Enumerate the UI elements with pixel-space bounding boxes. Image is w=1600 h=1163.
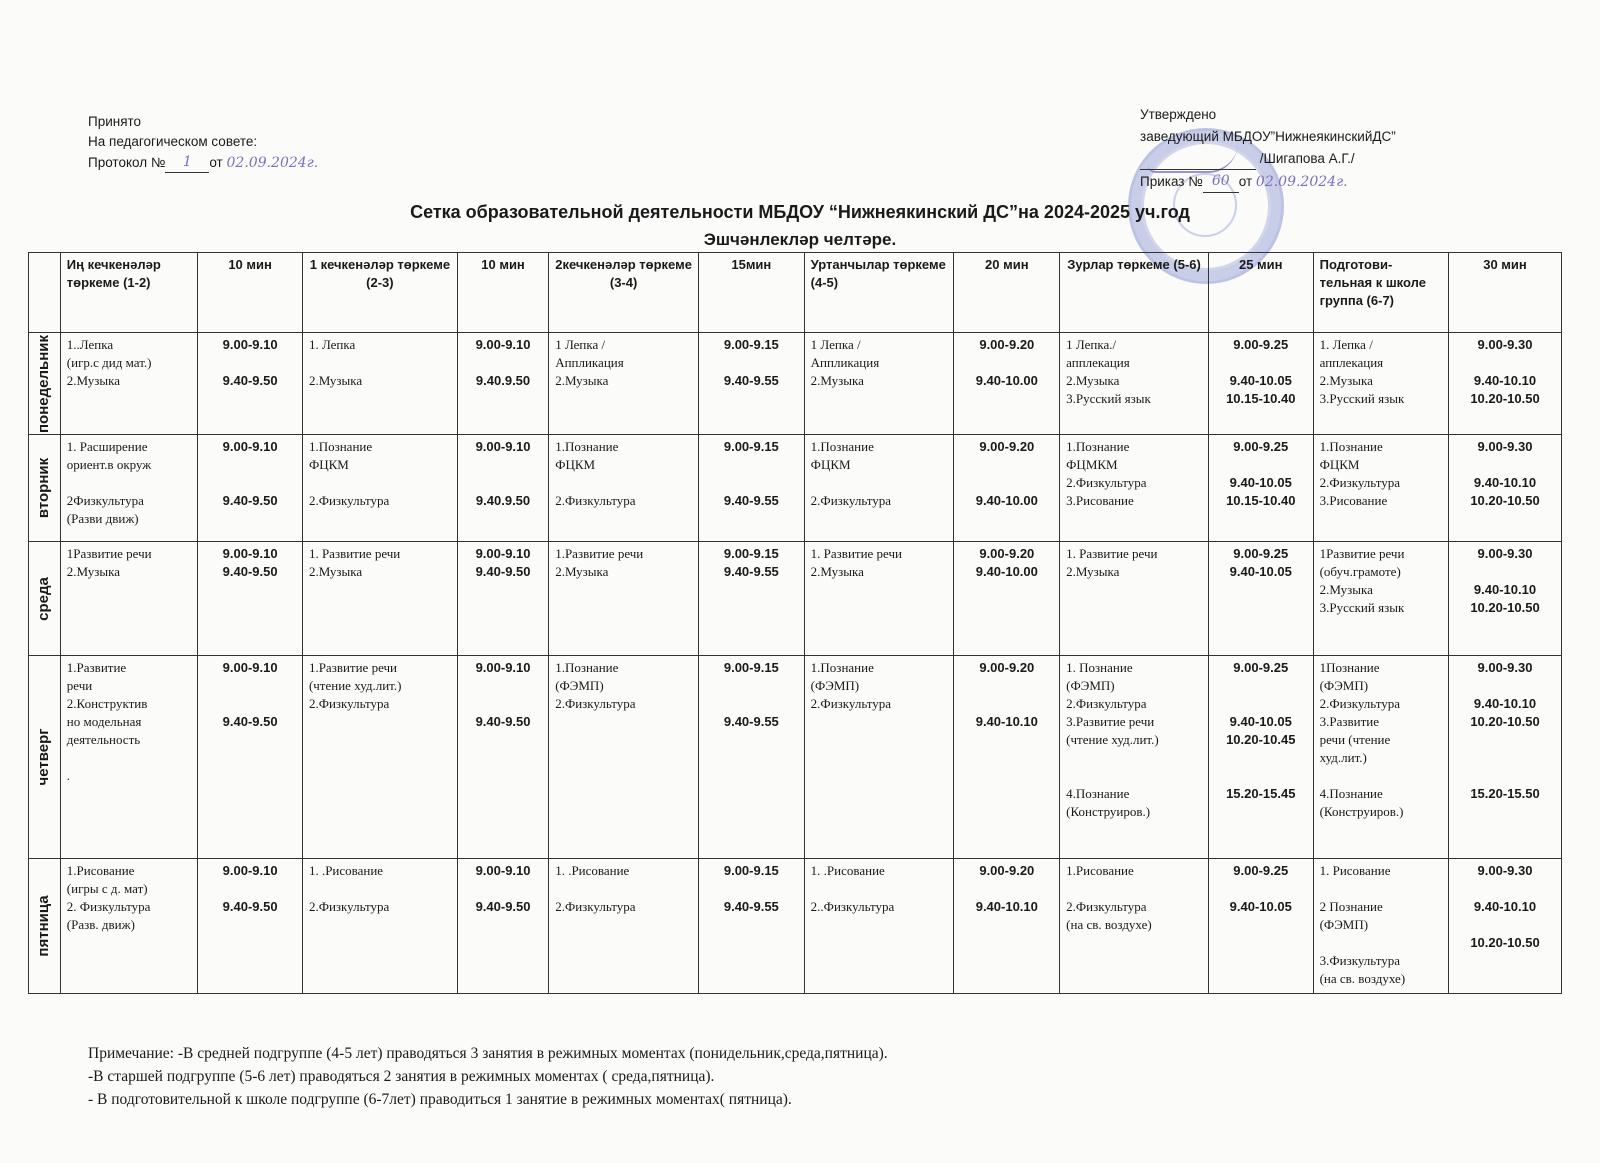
group-name: Подготови-тельная к школе группа (6-7) [1319,257,1426,308]
day-row [29,859,1562,994]
time-list: 9.00-9.10 9.40-9.50 [222,337,278,388]
time-list: 9.00-9.30 9.40-10.10 10.20-10.50 [1470,546,1540,615]
lesson-list: 1.Познание ФЦКМ 2.Физкультура 3.Рисование [1319,439,1400,508]
group-name: Иң кечкенәләр төркеме (1-2) [66,257,161,290]
protocol-line [88,152,318,173]
time-list: 9.00-9.10 9.40.9.50 [475,337,531,388]
lesson-list: 1.Развитие речи 2.Конструктив но модельная деятельность . [66,660,148,783]
lesson-cell [60,333,197,435]
protocol-from-label: от [209,155,223,170]
lesson-cell [549,542,699,656]
lesson-list: 1Развитие речи 2.Музыка [66,546,152,579]
lesson-list: 1.Рисование 2.Физкультура (на св. воздухе) [1066,863,1152,932]
col-header-duration [1449,253,1562,333]
time-list: 9.00-9.15 9.40-9.55 [723,337,779,388]
lesson-cell [804,859,954,994]
lesson-cell [549,435,699,542]
lesson-list: 1.Познание ФЦКМ 2.Физкультура [555,439,636,508]
col-header-duration [954,253,1060,333]
time-list: 9.00-9.20 9.40-10.10 [975,660,1038,729]
time-cell [457,859,548,994]
corner-cell [29,253,61,333]
duration-label: 20 мин [985,257,1029,272]
lesson-list: 1.Развитие речи 2.Музыка [555,546,644,579]
lesson-cell [302,542,457,656]
lesson-cell [1313,435,1448,542]
time-cell [457,542,548,656]
day-cell [29,333,61,435]
time-cell [457,435,548,542]
lesson-list: 1. Развитие речи 2.Музыка [308,546,401,579]
lesson-list: 1. Познание (ФЭМП) 2.Физкультура 3.Развитие речи (чтение худ.лит.) 4.Познание (Конструиров.) [1066,660,1159,819]
time-list: 9.00-9.15 9.40-9.55 [723,863,779,914]
lesson-list: 1Познание (ФЭМП) 2.Физкультура 3.Развитие речи (чтение худ.лит.) 4.Познание (Конструиров.) [1319,660,1404,819]
time-list: 9.00-9.10 9.40-9.50 [475,660,531,729]
time-cell [1449,542,1562,656]
col-header-group [1313,253,1448,333]
lesson-cell [1313,859,1448,994]
day-cell [29,435,61,542]
lesson-cell [60,859,197,994]
day-row [29,333,1562,435]
time-list: 9.00-9.20 9.40-10.10 [975,863,1038,914]
time-list: 9.00-9.10 9.40-9.50 [222,439,278,508]
lesson-cell [804,333,954,435]
lesson-list: 1.Развитие речи (чтение худ.лит.) 2.Физкультура [308,660,402,711]
lesson-cell [302,435,457,542]
lesson-cell [804,656,954,859]
duration-label: 10 мин [481,257,525,272]
duration-label: 10 мин [228,257,272,272]
lesson-list: 1. .Рисование 2..Физкультура [810,863,895,914]
footnote-block [88,1042,888,1111]
day-label: четверг [35,728,53,786]
time-cell [1208,435,1313,542]
lesson-cell [549,656,699,859]
document-subtitle: Эшчәнлекләр челтәре. [703,230,897,249]
col-header-duration [698,253,804,333]
lesson-cell [804,542,954,656]
time-cell [198,542,303,656]
header-approved [1140,104,1396,193]
schedule-table [28,252,1562,994]
protocol-date: 02.09.2024г. [226,155,319,171]
lesson-list: 1..Лепка (игр.с дид мат.) 2.Музыка [66,337,152,388]
group-name: 2кечкенәләр төркеме (3-4) [555,257,692,290]
time-list: 9.00-9.20 9.40-10.00 [975,337,1038,388]
time-cell [954,333,1060,435]
time-list: 9.00-9.25 9.40-10.05 10.20-10.45 15.20-15.45 [1226,660,1296,801]
lesson-cell [302,656,457,859]
lesson-list: 1. Рисование 2 Познание (ФЭМП) 3.Физкультура (на св. воздухе) [1319,863,1406,986]
time-list: 9.00-9.15 9.40-9.55 [723,660,779,729]
time-cell [457,656,548,859]
pedagogical-council-label: На педагогическом совете: [88,134,258,149]
lesson-cell [1313,333,1448,435]
time-list: 9.00-9.10 9.40.9.50 [475,439,531,508]
time-cell [1449,333,1562,435]
duration-label: 25 мин [1238,257,1283,272]
lesson-cell [302,859,457,994]
time-cell [198,333,303,435]
footnote-line: Примечание: -В средней подгруппе (4-5 лет) праводяться 3 занятия в режимных моментах (понидельник,среда,пятница). [88,1045,888,1062]
time-cell [1449,656,1562,859]
lesson-list: 1.Познание ФЦМКМ 2.Физкультура 3.Рисование [1066,439,1147,508]
order-line [1140,170,1396,193]
col-header-duration [198,253,303,333]
col-header-group [804,253,954,333]
signature-line [1140,148,1396,170]
lesson-list: 1. .Рисование 2.Физкультура [308,863,390,914]
time-list: 9.00-9.10 9.40-9.50 [222,863,278,914]
time-cell [698,435,804,542]
lesson-list: 1 Лепка./ апплекация 2.Музыка 3.Русский язык [1066,337,1151,406]
order-date: 02.09.2024г. [1255,174,1348,190]
col-header-group [60,253,197,333]
lesson-cell [60,435,197,542]
lesson-list: 1. Лепка / апплекация 2.Музыка 3.Русский язык [1319,337,1405,406]
time-cell [954,859,1060,994]
group-name: Зурлар төркеме (5-6) [1067,257,1201,272]
time-cell [698,542,804,656]
lesson-cell [1313,542,1448,656]
time-list: 9.00-9.25 9.40-10.05 10.15-10.40 [1226,337,1296,406]
day-row [29,435,1562,542]
group-name: Уртанчылар төркеме (4-5) [810,257,946,290]
approved-label: Утверждено [1140,107,1217,122]
accepted-label: Принято [88,114,142,129]
time-list: 9.00-9.10 9.40-9.50 [475,546,531,579]
time-cell [198,656,303,859]
lesson-cell [1313,656,1448,859]
lesson-cell [1060,333,1209,435]
day-row [29,542,1562,656]
duration-label: 30 мин [1483,257,1527,272]
lesson-list: 1. Развитие речи 2.Музыка [810,546,903,579]
time-cell [1208,656,1313,859]
time-list: 9.00-9.10 9.40-9.50 [475,863,531,914]
lesson-list: 1 Лепка / Аппликация 2.Музыка [810,337,880,388]
col-header-group [549,253,699,333]
time-list: 9.00-9.20 9.40-10.00 [975,546,1038,579]
day-label: пятница [35,895,53,957]
order-number: 60 [1203,170,1239,193]
lesson-list: 1.Познание (ФЭМП) 2.Физкультура [555,660,636,711]
day-cell [29,542,61,656]
lesson-cell [1060,542,1209,656]
day-cell [29,656,61,859]
time-list: 9.00-9.30 9.40-10.10 10.20-10.50 [1470,337,1540,406]
day-row [29,656,1562,859]
lesson-cell [302,333,457,435]
lesson-cell [60,656,197,859]
time-cell [198,859,303,994]
lesson-list: 1. .Рисование 2.Физкультура [555,863,636,914]
day-cell [29,859,61,994]
time-cell [954,656,1060,859]
day-label: среда [35,576,53,621]
footnote-line: -В старшей подгруппе (5-6 лет) праводяться 2 занятия в режимных моментах ( среда,пятница). [88,1068,715,1085]
order-from-label: от [1238,174,1253,189]
time-list: 9.00-9.25 9.40-10.05 [1229,546,1292,579]
time-list: 9.00-9.15 9.40-9.55 [723,439,779,508]
col-header-group [302,253,457,333]
day-label: вторник [35,457,53,519]
lesson-cell [1060,859,1209,994]
time-cell [1208,859,1313,994]
time-list: 9.00-9.10 9.40-9.50 [222,546,278,579]
lesson-list: 1.Познание ФЦКМ 2.Физкультура [308,439,390,508]
lesson-list: 1.Рисование (игры с д. мат) 2. Физкультура (Разв. движ) [66,863,151,932]
header-accepted [88,112,318,173]
protocol-number: 1 [165,152,209,173]
lesson-list: 1.Познание (ФЭМП) 2.Физкультура [810,660,892,711]
time-list: 9.00-9.15 9.40-9.55 [723,546,779,579]
col-header-group [1060,253,1209,333]
protocol-label: Протокол № [88,155,166,170]
lesson-cell [1060,435,1209,542]
lesson-cell [60,542,197,656]
lesson-list: 1. Развитие речи 2.Музыка [1066,546,1158,579]
time-cell [954,542,1060,656]
document-title: Сетка образовательной деятельности МБДОУ “Нижнеякинский ДС”на 2024-2025 уч.год [410,202,1190,222]
order-label: Приказ № [1140,174,1203,189]
head-of-school-label: заведующий МБДОУ”НижнеякинскийДС” [1140,129,1396,144]
time-cell [198,435,303,542]
time-list: 9.00-9.25 9.40-10.05 10.15-10.40 [1226,439,1296,508]
time-cell [954,435,1060,542]
time-list: 9.00-9.30 9.40-10.10 10.20-10.50 15.20-15.50 [1470,660,1540,801]
lesson-list: 1Развитие речи (обуч.грамоте) 2.Музыка 3.Русский язык [1319,546,1405,615]
col-header-duration [457,253,548,333]
time-list: 9.00-9.10 9.40-9.50 [222,660,278,729]
col-header-duration [1208,253,1313,333]
lesson-list: 1 Лепка / Аппликация 2.Музыка [555,337,624,388]
time-list: 9.00-9.30 9.40-10.10 10.20-10.50 [1470,863,1540,950]
header-row [29,253,1562,333]
time-cell [698,656,804,859]
time-cell [1449,859,1562,994]
lesson-cell [549,859,699,994]
time-cell [1208,542,1313,656]
time-list: 9.00-9.30 9.40-10.10 10.20-10.50 [1470,439,1540,508]
time-cell [1449,435,1562,542]
duration-label: 15мин [731,257,772,272]
time-cell [698,333,804,435]
lesson-cell [1060,656,1209,859]
footnote-line: - В подготовительной к школе подгруппе (6-7лет) праводиться 1 занятие в режимных моментах( пятница). [88,1091,792,1108]
time-list: 9.00-9.20 9.40-10.00 [975,439,1038,508]
signatory-name: /Шигапова А.Г./ [1259,151,1355,166]
lesson-list: 1.Познание ФЦКМ 2.Физкультура [810,439,892,508]
day-label: понедельник [35,334,53,433]
lesson-cell [549,333,699,435]
lesson-list: 1. Расширение ориент.в окруж 2Физкультура (Разви движ) [66,439,152,526]
time-cell [1208,333,1313,435]
time-cell [457,333,548,435]
lesson-list: 1. Лепка 2.Музыка [308,337,363,388]
lesson-cell [804,435,954,542]
time-cell [698,859,804,994]
group-name: 1 кечкенәләр төркеме (2-3) [309,257,451,290]
time-list: 9.00-9.25 9.40-10.05 [1229,863,1292,914]
